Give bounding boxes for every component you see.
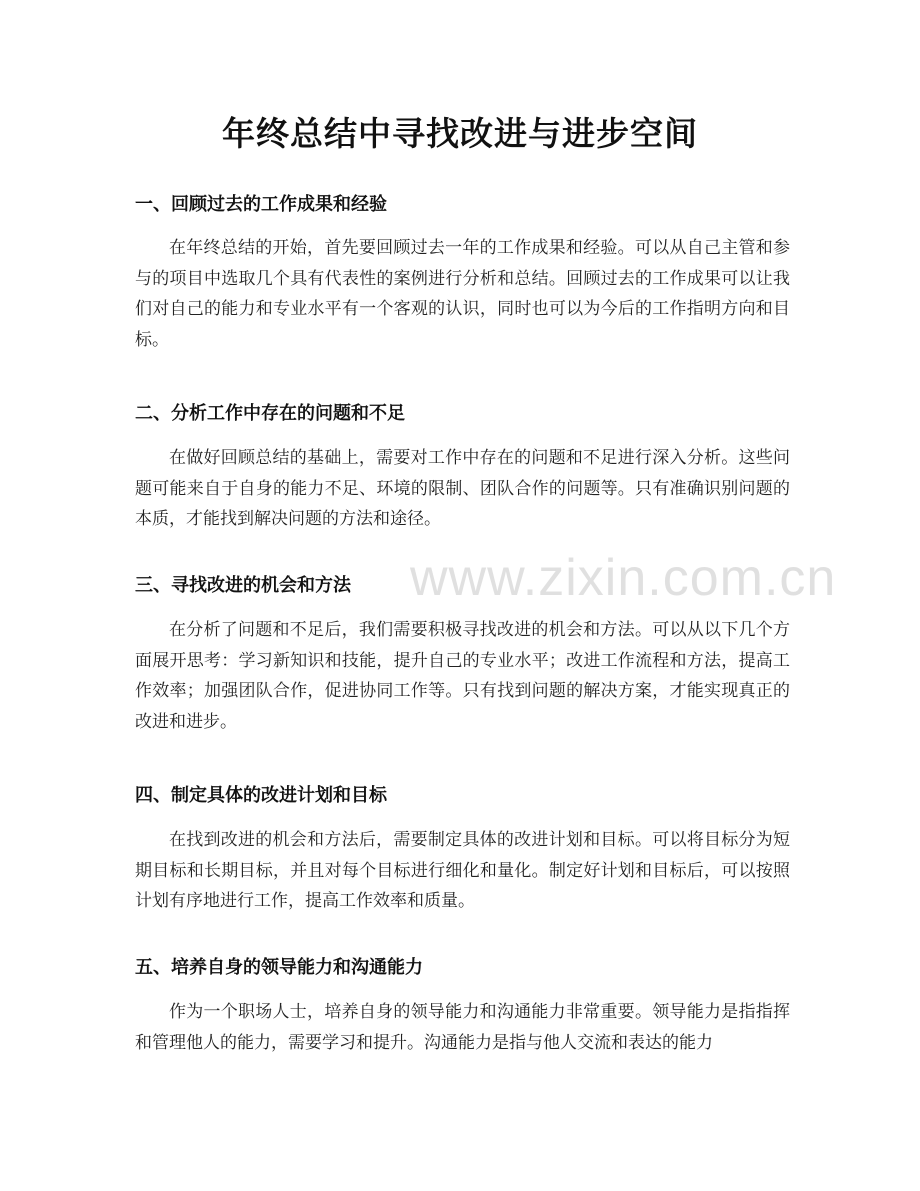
section-heading-1: 一、回顾过去的工作成果和经验 xyxy=(135,194,387,215)
section-heading-3: 三、寻找改进的机会和方法 xyxy=(135,575,351,596)
section-paragraph-5: 作为一个职场人士，培养自身的领导能力和沟通能力非常重要。领导能力是指指挥和管理他人的能力，需要学习和提升。沟通能力是指与他人交流和表达的能力 xyxy=(135,1002,790,1053)
section-paragraph-3: 在分析了问题和不足后，我们需要积极寻找改进的机会和方法。可以从以下几个方面展开思考：学习新知识和技能，提升自己的专业水平；改进工作流程和方法，提高工作效率；加强团队合作，促进协同工作等。只有找到问题的解决方案，才能实现真正的改进和进步。 xyxy=(135,620,790,732)
section-heading-2: 二、分析工作中存在的问题和不足 xyxy=(135,403,405,424)
section-paragraph-1: 在年终总结的开始，首先要回顾过去一年的工作成果和经验。可以从自己主管和参与的项目中选取几个具有代表性的案例进行分析和总结。回顾过去的工作成果可以让我们对自己的能力和专业水平有一个客观的认识，同时也可以为今后的工作指明方向和目标。 xyxy=(135,238,790,350)
watermark: www.zixin.com.cn xyxy=(410,549,837,607)
section-heading-5: 五、培养自身的领导能力和沟通能力 xyxy=(135,957,423,978)
section-paragraph-2: 在做好回顾总结的基础上，需要对工作中存在的问题和不足进行深入分析。这些问题可能来自于自身的能力不足、环境的限制、团队合作的问题等。只有准确识别问题的本质，才能找到解决问题的方法和途径。 xyxy=(135,448,790,529)
section-paragraph-4: 在找到改进的机会和方法后，需要制定具体的改进计划和目标。可以将目标分为短期目标和长期目标，并且对每个目标进行细化和量化。制定好计划和目标后，可以按照计划有序地进行工作，提高工作效率和质量。 xyxy=(135,830,790,911)
page-title: 年终总结中寻找改进与进步空间 xyxy=(222,114,698,153)
section-heading-4: 四、制定具体的改进计划和目标 xyxy=(135,785,387,806)
